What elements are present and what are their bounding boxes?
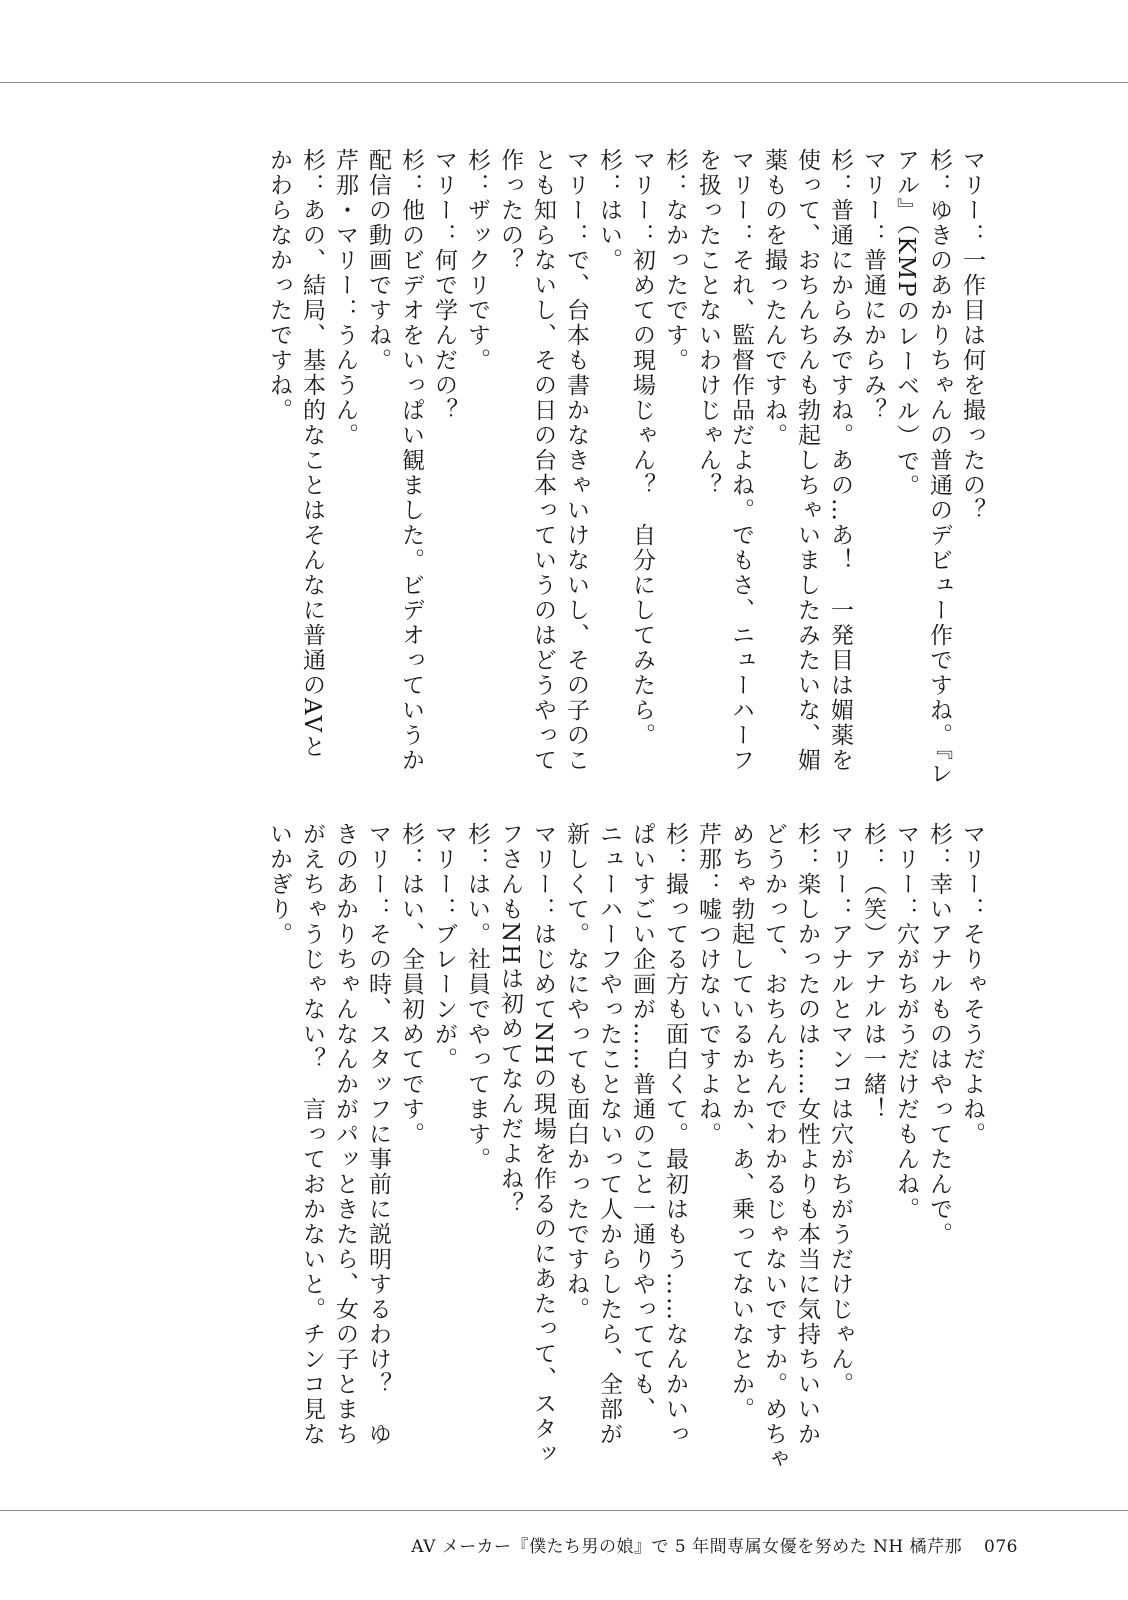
text-line: いかぎり。 [266, 822, 292, 947]
text-line: 薬ものを撮ったんですね。 [761, 148, 787, 448]
upper-text-block [153, 148, 988, 798]
footer-title: AV メーカー『僕たち男の娘』で 5 年間専属女優を努めた NH 橘芹那 [411, 1537, 963, 1557]
text-line: 杉：（笑）アナルは一緒！ [860, 822, 886, 1122]
text-line: マリー：何で学んだの？ [431, 148, 457, 423]
text-line: 杉：幸いアナルものはやってたんで。 [926, 822, 952, 1247]
text-line: 杉：ザックリです。 [464, 148, 490, 373]
page-number: 076 [984, 1537, 1018, 1557]
text-line: マリー：初めての現場じゃん？ 自分にしてみたら。 [629, 148, 655, 748]
text-line: マリー：ブレーンが。 [431, 822, 457, 1072]
text-line: マリー：はじめてNHの現場を作るのにあたって、スタッ [530, 822, 556, 1467]
text-line: とも知らないし、その日の台本っていうのはどうやって [530, 148, 556, 773]
text-line: ニューハーフやったことないって人からしたら、全部が [596, 822, 622, 1447]
text-line: 杉：なかったです。 [662, 148, 688, 373]
text-line: 新しくて。なにやっても面白かったですね。 [563, 822, 589, 1322]
text-line: マリー：普通にからみ？ [860, 148, 886, 423]
text-line: マリー：で、台本も書かなきゃいけないし、その子のこ [563, 148, 589, 773]
text-line: かわらなかったですね。 [266, 148, 292, 423]
bottom-rule [0, 1510, 1128, 1511]
text-line: マリー：それ、監督作品だよね。でもさ、ニューハーフ [728, 148, 754, 773]
text-line: マリー：アナルとマンコは穴がちがうだけじゃん。 [827, 822, 853, 1397]
text-line: マリー：穴がちがうだけだもんね。 [893, 822, 919, 1222]
text-line: 杉：はい。 [596, 148, 622, 273]
text-line: 杉：あの、結局、基本的なことはそんなに普通のAVと [299, 148, 325, 760]
lower-text-block [153, 822, 988, 1472]
top-rule [0, 82, 1128, 83]
text-line: 杉：はい、全員初めてです。 [398, 822, 424, 1147]
text-line: 作ったの？ [497, 148, 523, 273]
text-line: 杉：普通にからみですね。あの…あ！ 一発目は媚薬を [827, 148, 853, 773]
text-line: マリー：そりゃそうだよね。 [959, 822, 985, 1147]
text-line: がえちゃうじゃない？ 言っておかないと。チンコ見な [299, 822, 325, 1447]
text-line: 杉：撮ってる方も面白くて。最初はもう……なんかいっ [662, 822, 688, 1447]
text-line: めちゃ勃起しているかとか、あ、乗ってないなとか。 [728, 822, 754, 1422]
text-line: 杉：ゆきのあかりちゃんの普通のデビュー作ですね。『レ [926, 148, 952, 787]
text-line: 芹那：嘘つけないですよね。 [695, 822, 721, 1147]
text-line: ぱいすごい企画が……普通のこと一通りやってても、 [629, 822, 655, 1422]
text-line: 配信の動画ですね。 [365, 148, 391, 373]
text-line: きのあかりちゃんなんかがパッときたら、女の子とまち [332, 822, 358, 1447]
text-line: どうかって、おちんちんでわかるじゃないですか。めちゃ [761, 822, 787, 1472]
text-line: 使って、おちんちんも勃起しちゃいましたみたいな、媚 [794, 148, 820, 773]
running-footer [411, 1532, 1018, 1557]
text-line: 杉：楽しかったのは……女性よりも本当に気持ちいいか [794, 822, 820, 1447]
text-line: 芹那・マリー：うんうん。 [332, 148, 358, 448]
text-line: アル』（KMPのレーベル）で。 [893, 148, 919, 499]
text-line: マリー：その時、スタッフに事前に説明するわけ？ ゆ [365, 822, 391, 1447]
text-line: マリー：一作目は何を撮ったの？ [959, 148, 985, 523]
text-line: を扱ったことないわけじゃん？ [695, 148, 721, 498]
text-line: 杉：はい。社員でやってます。 [464, 822, 490, 1172]
text-line: 杉：他のビデオをいっぱい観ました。ビデオっていうか [398, 148, 424, 773]
text-line: フさんもNHは初めてなんだよね？ [497, 822, 523, 1217]
